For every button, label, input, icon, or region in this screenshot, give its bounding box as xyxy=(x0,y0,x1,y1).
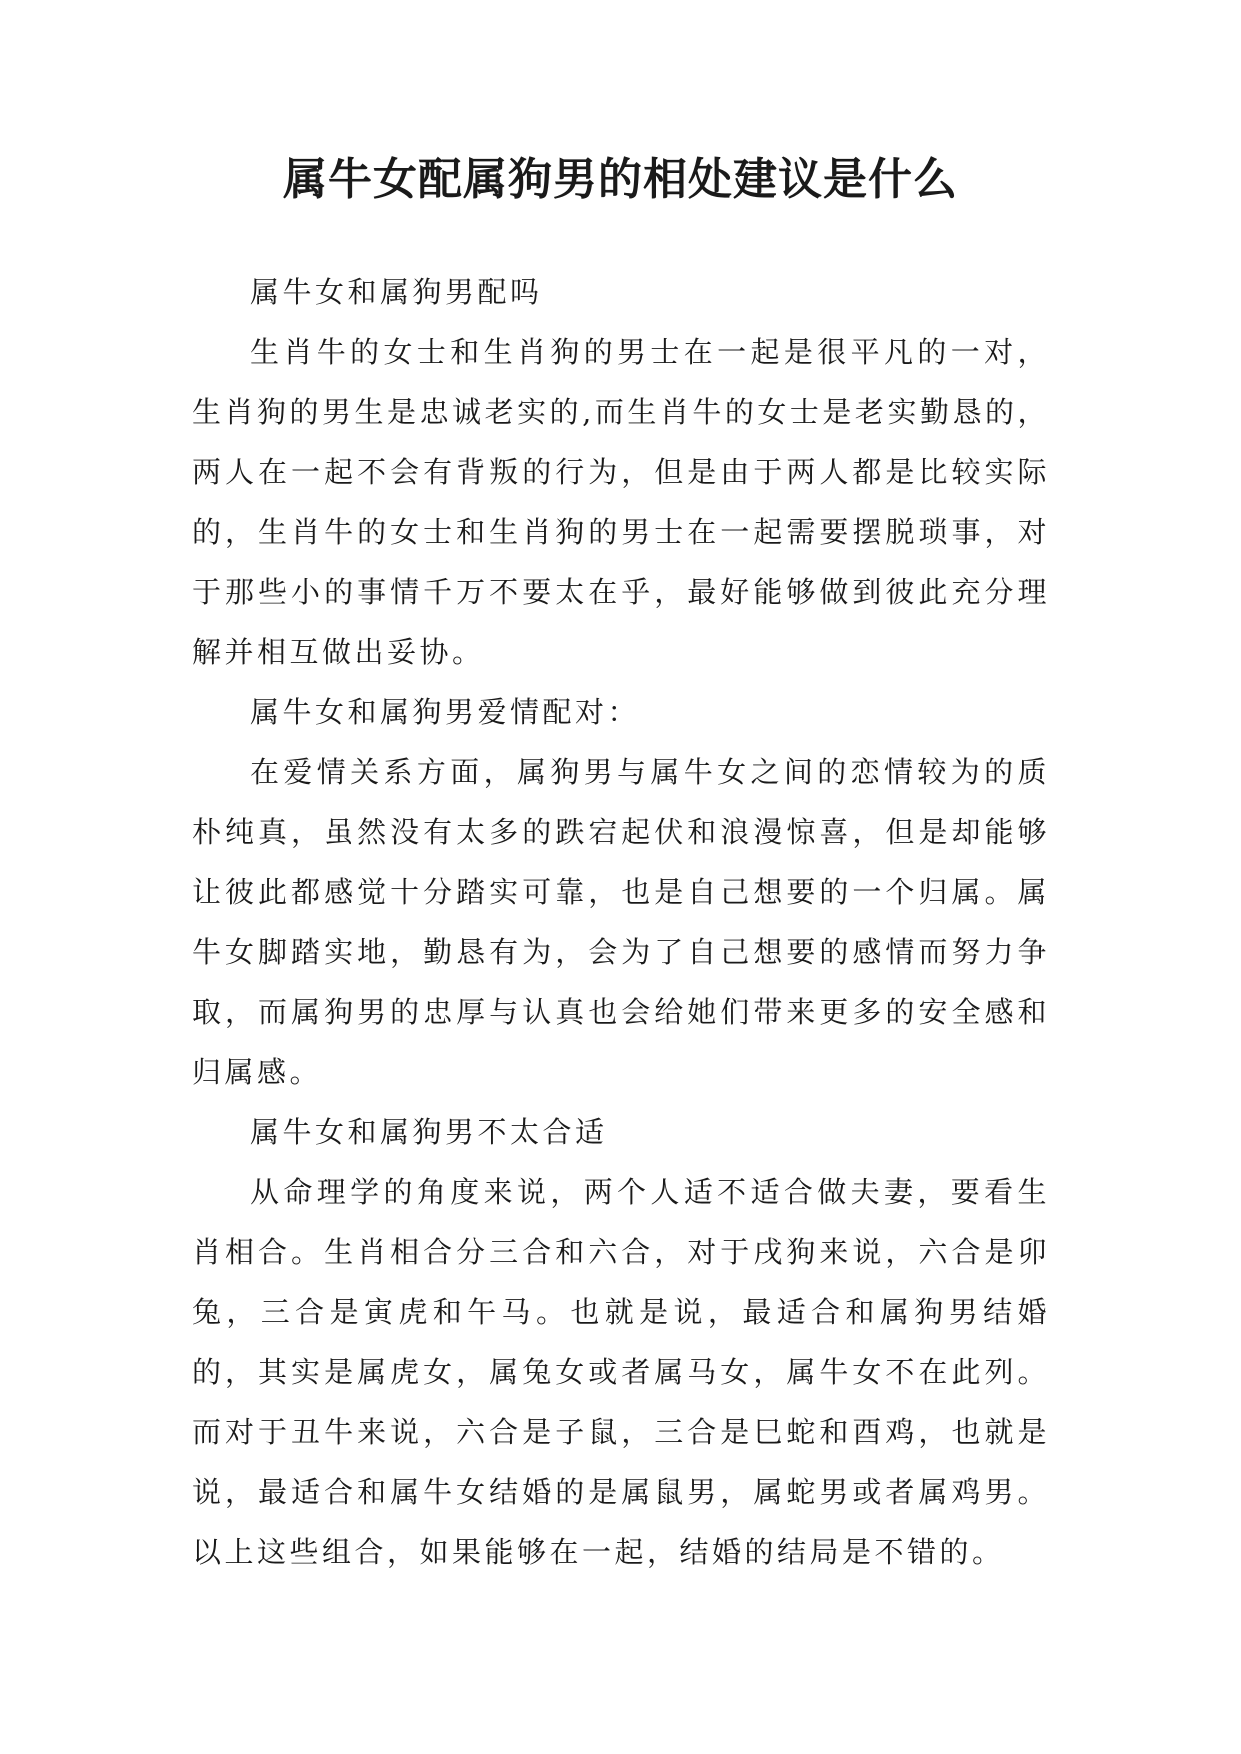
body-paragraph: 从命理学的角度来说，两个人适不适合做夫妻，要看生肖相合。生肖相合分三合和六合，对于戌狗来说，六合是卯兔，三合是寅虎和午马。也就是说，最适合和属狗男结婚的，其实是属虎女，属兔女或者属马女，属牛女不在此列。而对于丑牛来说，六合是子鼠，三合是巳蛇和酉鸡，也就是说，最适合和属牛女结婚的是属鼠男，属蛇男或者属鸡男。以上这些组合，如果能够在一起，结婚的结局是不错的。 xyxy=(192,1175,1050,1569)
section-heading: 属牛女和属狗男配吗 xyxy=(250,275,543,309)
section-heading: 属牛女和属狗男爱情配对： xyxy=(250,695,641,729)
body-paragraph: 生肖牛的女士和生肖狗的男士在一起是很平凡的一对，生肖狗的男生是忠诚老实的,而生肖牛的女士是老实勤恳的，两人在一起不会有背叛的行为，但是由于两人都是比较实际的，生肖牛的女士和生肖狗的男士在一起需要摆脱琐事，对于那些小的事情千万不要太在乎，最好能够做到彼此充分理解并相互做出妥协。 xyxy=(192,335,1050,669)
document-body xyxy=(192,262,1050,1582)
body-paragraph: 在爱情关系方面，属狗男与属牛女之间的恋情较为的质朴纯真，虽然没有太多的跌宕起伏和浪漫惊喜，但是却能够让彼此都感觉十分踏实可靠，也是自己想要的一个归属。属牛女脚踏实地，勤恳有为，会为了自己想要的感情而努力争取，而属狗男的忠厚与认真也会给她们带来更多的安全感和归属感。 xyxy=(192,755,1050,1089)
section-heading: 属牛女和属狗男不太合适 xyxy=(250,1115,608,1149)
document-title: 属牛女配属狗男的相处建议是什么 xyxy=(283,154,958,205)
